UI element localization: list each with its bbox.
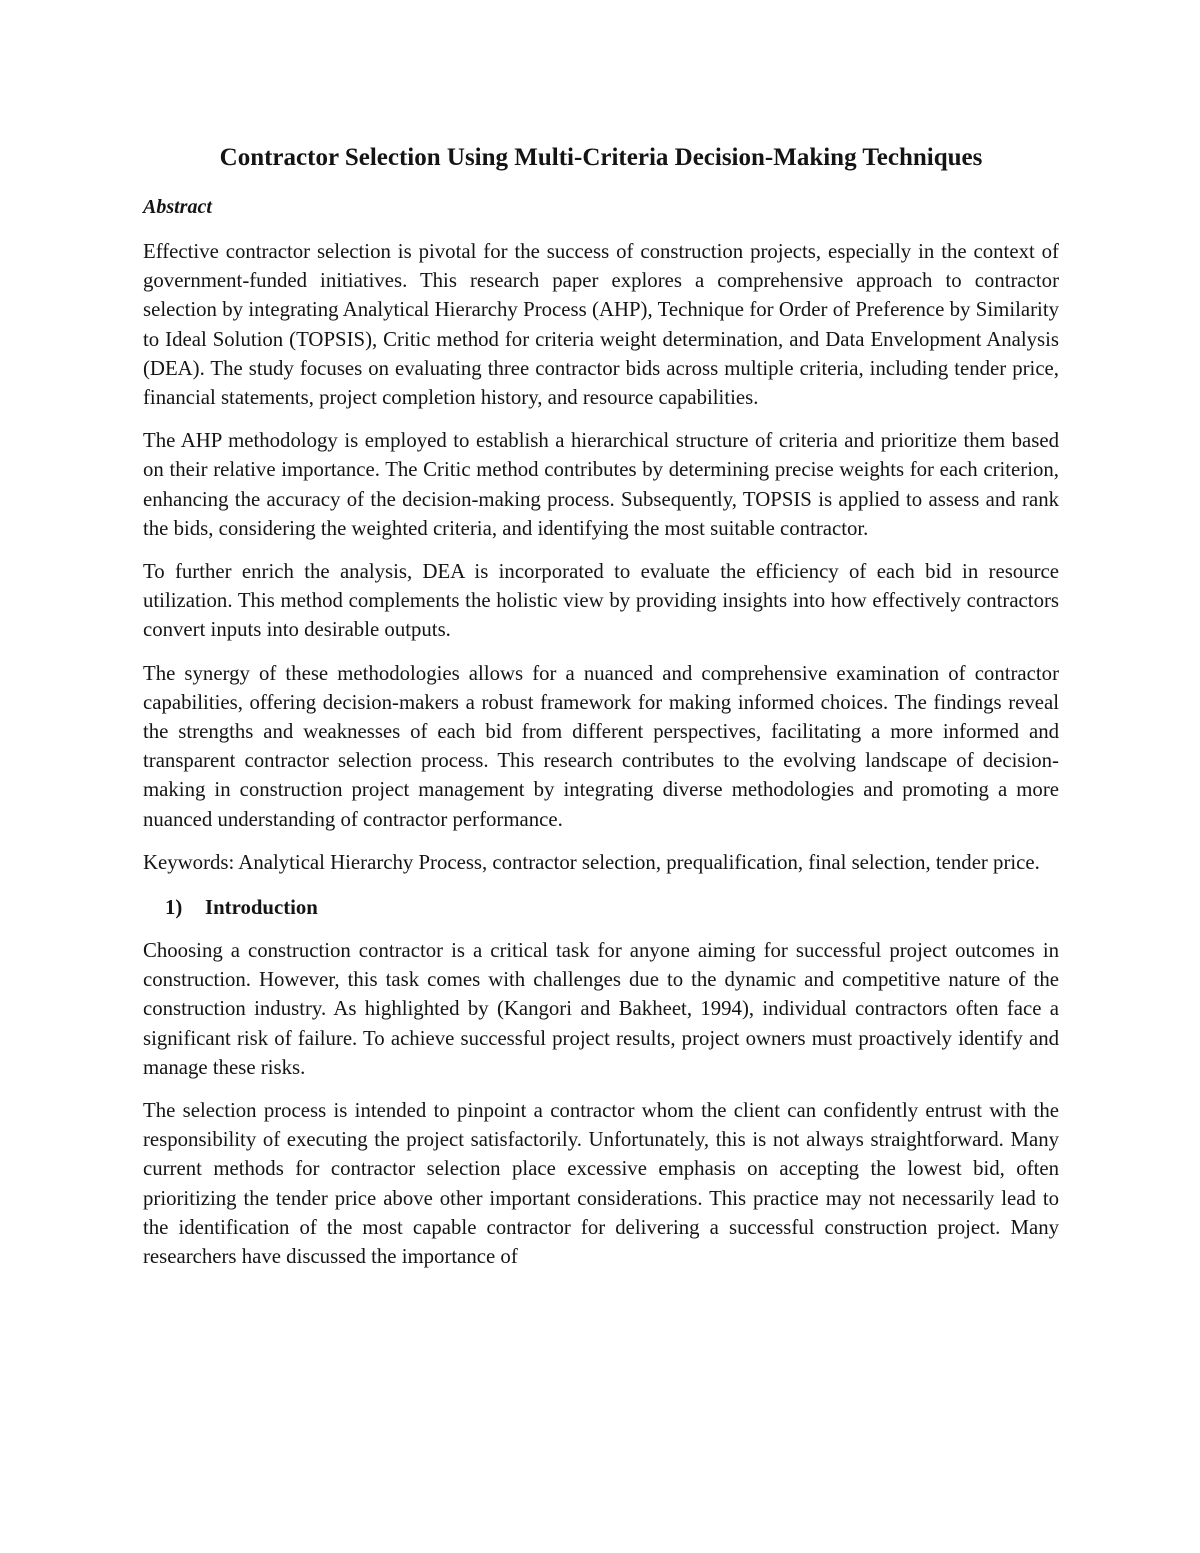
- intro-paragraph-2: The selection process is intended to pinpoint a contractor whom the client can confidently entrust with the responsibility of executing the project satisfactorily. Unfortunately, this is not always straightforward. Many current methods for contractor selection place excessive emphasis on accepting the lowest bid, often prioritizing the tender price above other important considerations. This practice may not necessarily lead to the identification of the most capable contractor for delivering a successful construction project. Many researchers have discussed the importance of: [143, 1099, 1059, 1269]
- section-heading-introduction: [143, 893, 1059, 922]
- document-page: [143, 141, 1059, 1285]
- section-number: 1): [165, 896, 183, 920]
- section-title: Introduction: [205, 896, 318, 920]
- keywords: Keywords: Analytical Hierarchy Process, contractor selection, prequalification, final selection, tender price.: [143, 850, 1040, 874]
- abstract-paragraph-4: The synergy of these methodologies allows for a nuanced and comprehensive examination of contractor capabilities, offering decision-makers a robust framework for making informed choices. The findings reveal the strengths and weaknesses of each bid from different perspectives, facilitating a more informed and transparent contractor selection process. This research contributes to the evolving landscape of decision-making in construction project management by integrating diverse methodologies and promoting a more nuanced understanding of contractor performance.: [143, 661, 1059, 831]
- abstract-paragraph-1: Effective contractor selection is pivotal for the success of construction projects, especially in the context of government-funded initiatives. This research paper explores a comprehensive approach to contractor selection by integrating Analytical Hierarchy Process (AHP), Technique for Order of Preference by Similarity to Ideal Solution (TOPSIS), Critic method for criteria weight determination, and Data Envelopment Analysis (DEA). The study focuses on evaluating three contractor bids across multiple criteria, including tender price, financial statements, project completion history, and resource capabilities.: [143, 240, 1059, 410]
- abstract-paragraph-2: The AHP methodology is employed to establish a hierarchical structure of criteria and prioritize them based on their relative importance. The Critic method contributes by determining precise weights for each criterion, enhancing the accuracy of the decision-making process. Subsequently, TOPSIS is applied to assess and rank the bids, considering the weighted criteria, and identifying the most suitable contractor.: [143, 429, 1059, 540]
- abstract-paragraph-3: To further enrich the analysis, DEA is incorporated to evaluate the efficiency of each bid in resource utilization. This method complements the holistic view by providing insights into how effectively contractors convert inputs into desirable outputs.: [143, 560, 1059, 642]
- paper-title: Contractor Selection Using Multi-Criteria Decision-Making Techniques: [219, 144, 983, 171]
- abstract-heading: Abstract: [143, 196, 212, 218]
- intro-paragraph-1: Choosing a construction contractor is a critical task for anyone aiming for successful project outcomes in construction. However, this task comes with challenges due to the dynamic and competitive nature of the construction industry. As highlighted by (Kangori and Bakheet, 1994), individual contractors often face a significant risk of failure. To achieve successful project results, project owners must proactively identify and manage these risks.: [143, 939, 1059, 1079]
